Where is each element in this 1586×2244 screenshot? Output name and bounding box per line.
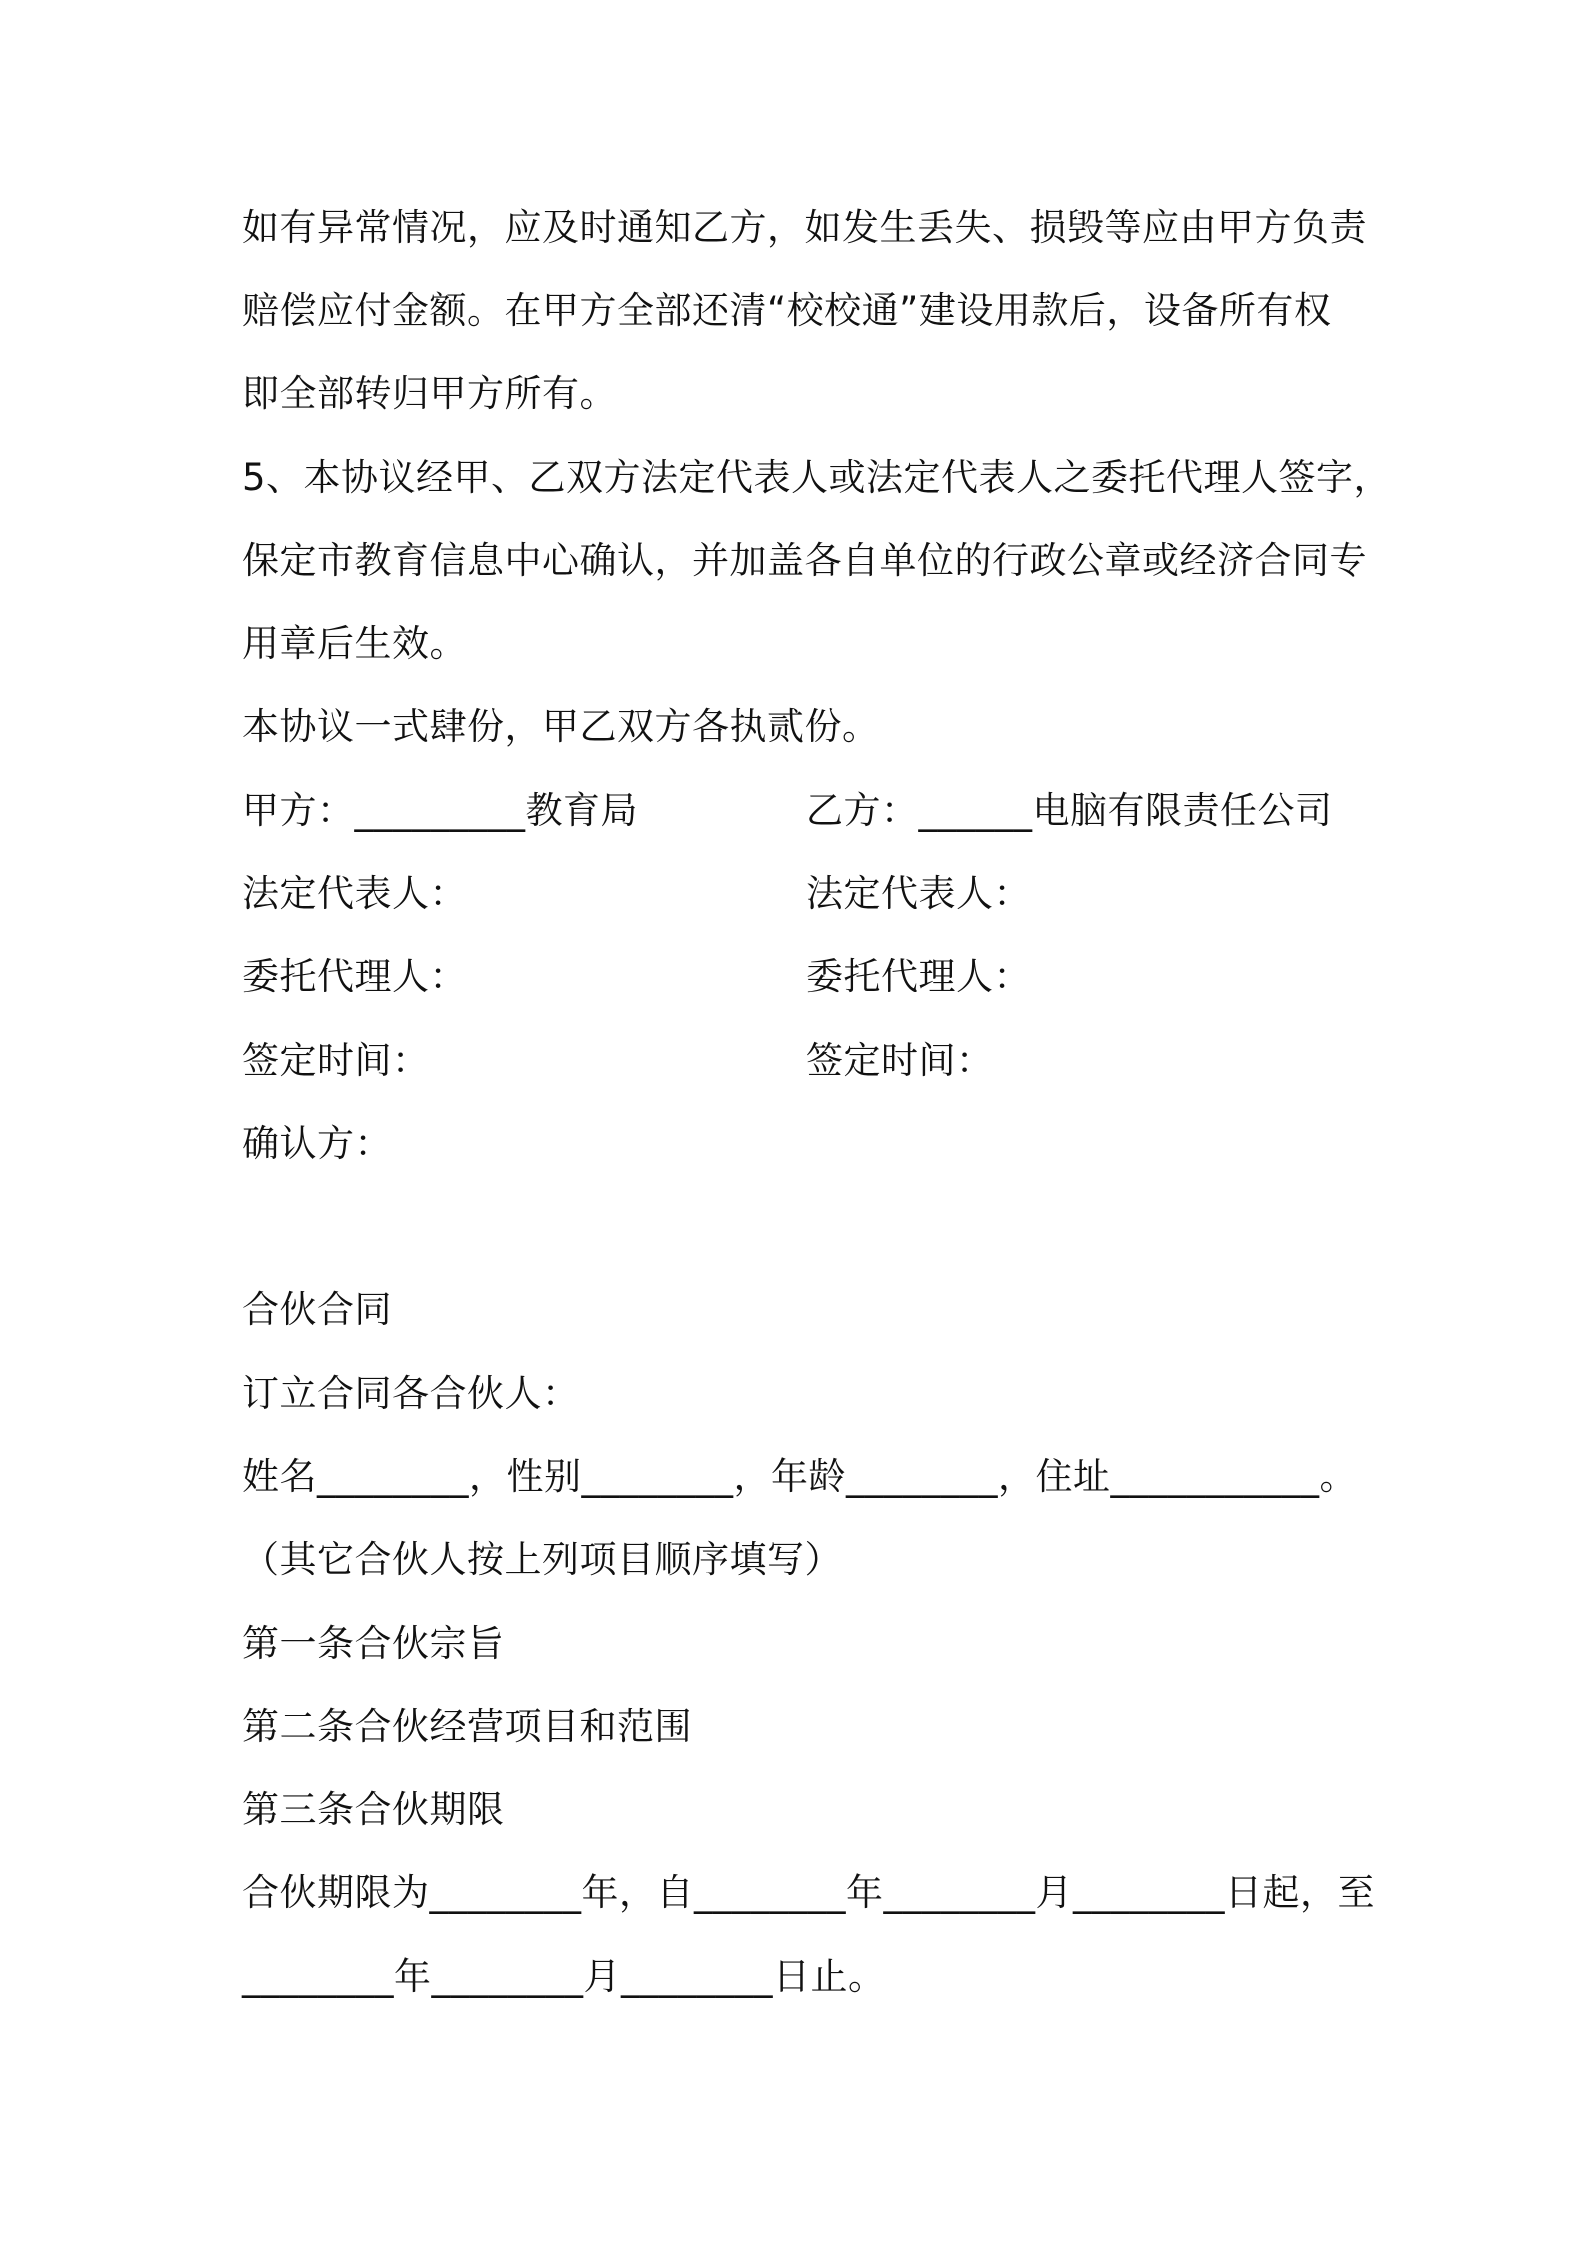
body-line: 即全部转归甲方所有。	[242, 372, 617, 415]
article-2: 第二条合伙经营项目和范围	[242, 1705, 692, 1748]
partnership-note: （其它合伙人按上列项目顺序填写）	[242, 1538, 842, 1581]
article-3: 第三条合伙期限	[242, 1788, 505, 1831]
partnership-title: 合伙合同	[242, 1288, 392, 1331]
partnership-fields: 姓名________，性别________，年龄________，住址___________。	[242, 1455, 1357, 1498]
body-line: 保定市教育信息中心确认，并加盖各自单位的行政公章或经济合同专	[242, 539, 1367, 582]
legal-rep-a-label: 法定代表人：	[242, 872, 467, 915]
party-b-label: 乙方：______电脑有限责任公司	[806, 789, 1333, 832]
agent-a-label: 委托代理人：	[242, 955, 467, 998]
body-line: 用章后生效。	[242, 622, 467, 665]
legal-rep-b-label: 法定代表人：	[806, 872, 1031, 915]
partnership-parties: 订立合同各合伙人：	[242, 1372, 580, 1415]
body-line: 如有异常情况，应及时通知乙方，如发生丢失、损毁等应由甲方负责	[242, 206, 1367, 249]
article-1: 第一条合伙宗旨	[242, 1622, 505, 1665]
term-line-1: 合伙期限为________年，自________年________月________日起，至	[242, 1871, 1375, 1914]
confirm-label: 确认方：	[242, 1122, 392, 1165]
agent-b-label: 委托代理人：	[806, 955, 1031, 998]
body-line: 本协议一式肆份，甲乙双方各执贰份。	[242, 705, 880, 748]
body-line: 赔偿应付金额。在甲方全部还清“校校通”建设用款后，设备所有权	[242, 289, 1332, 332]
term-line-2: ________年________月________日止。	[242, 1955, 886, 1998]
date-a-label: 签定时间：	[242, 1039, 430, 1082]
party-a-label: 甲方：_________教育局	[242, 789, 638, 832]
date-b-label: 签定时间：	[806, 1039, 994, 1082]
body-line: 5、本协议经甲、乙双方法定代表人或法定代表人之委托代理人签字，	[242, 456, 1392, 499]
